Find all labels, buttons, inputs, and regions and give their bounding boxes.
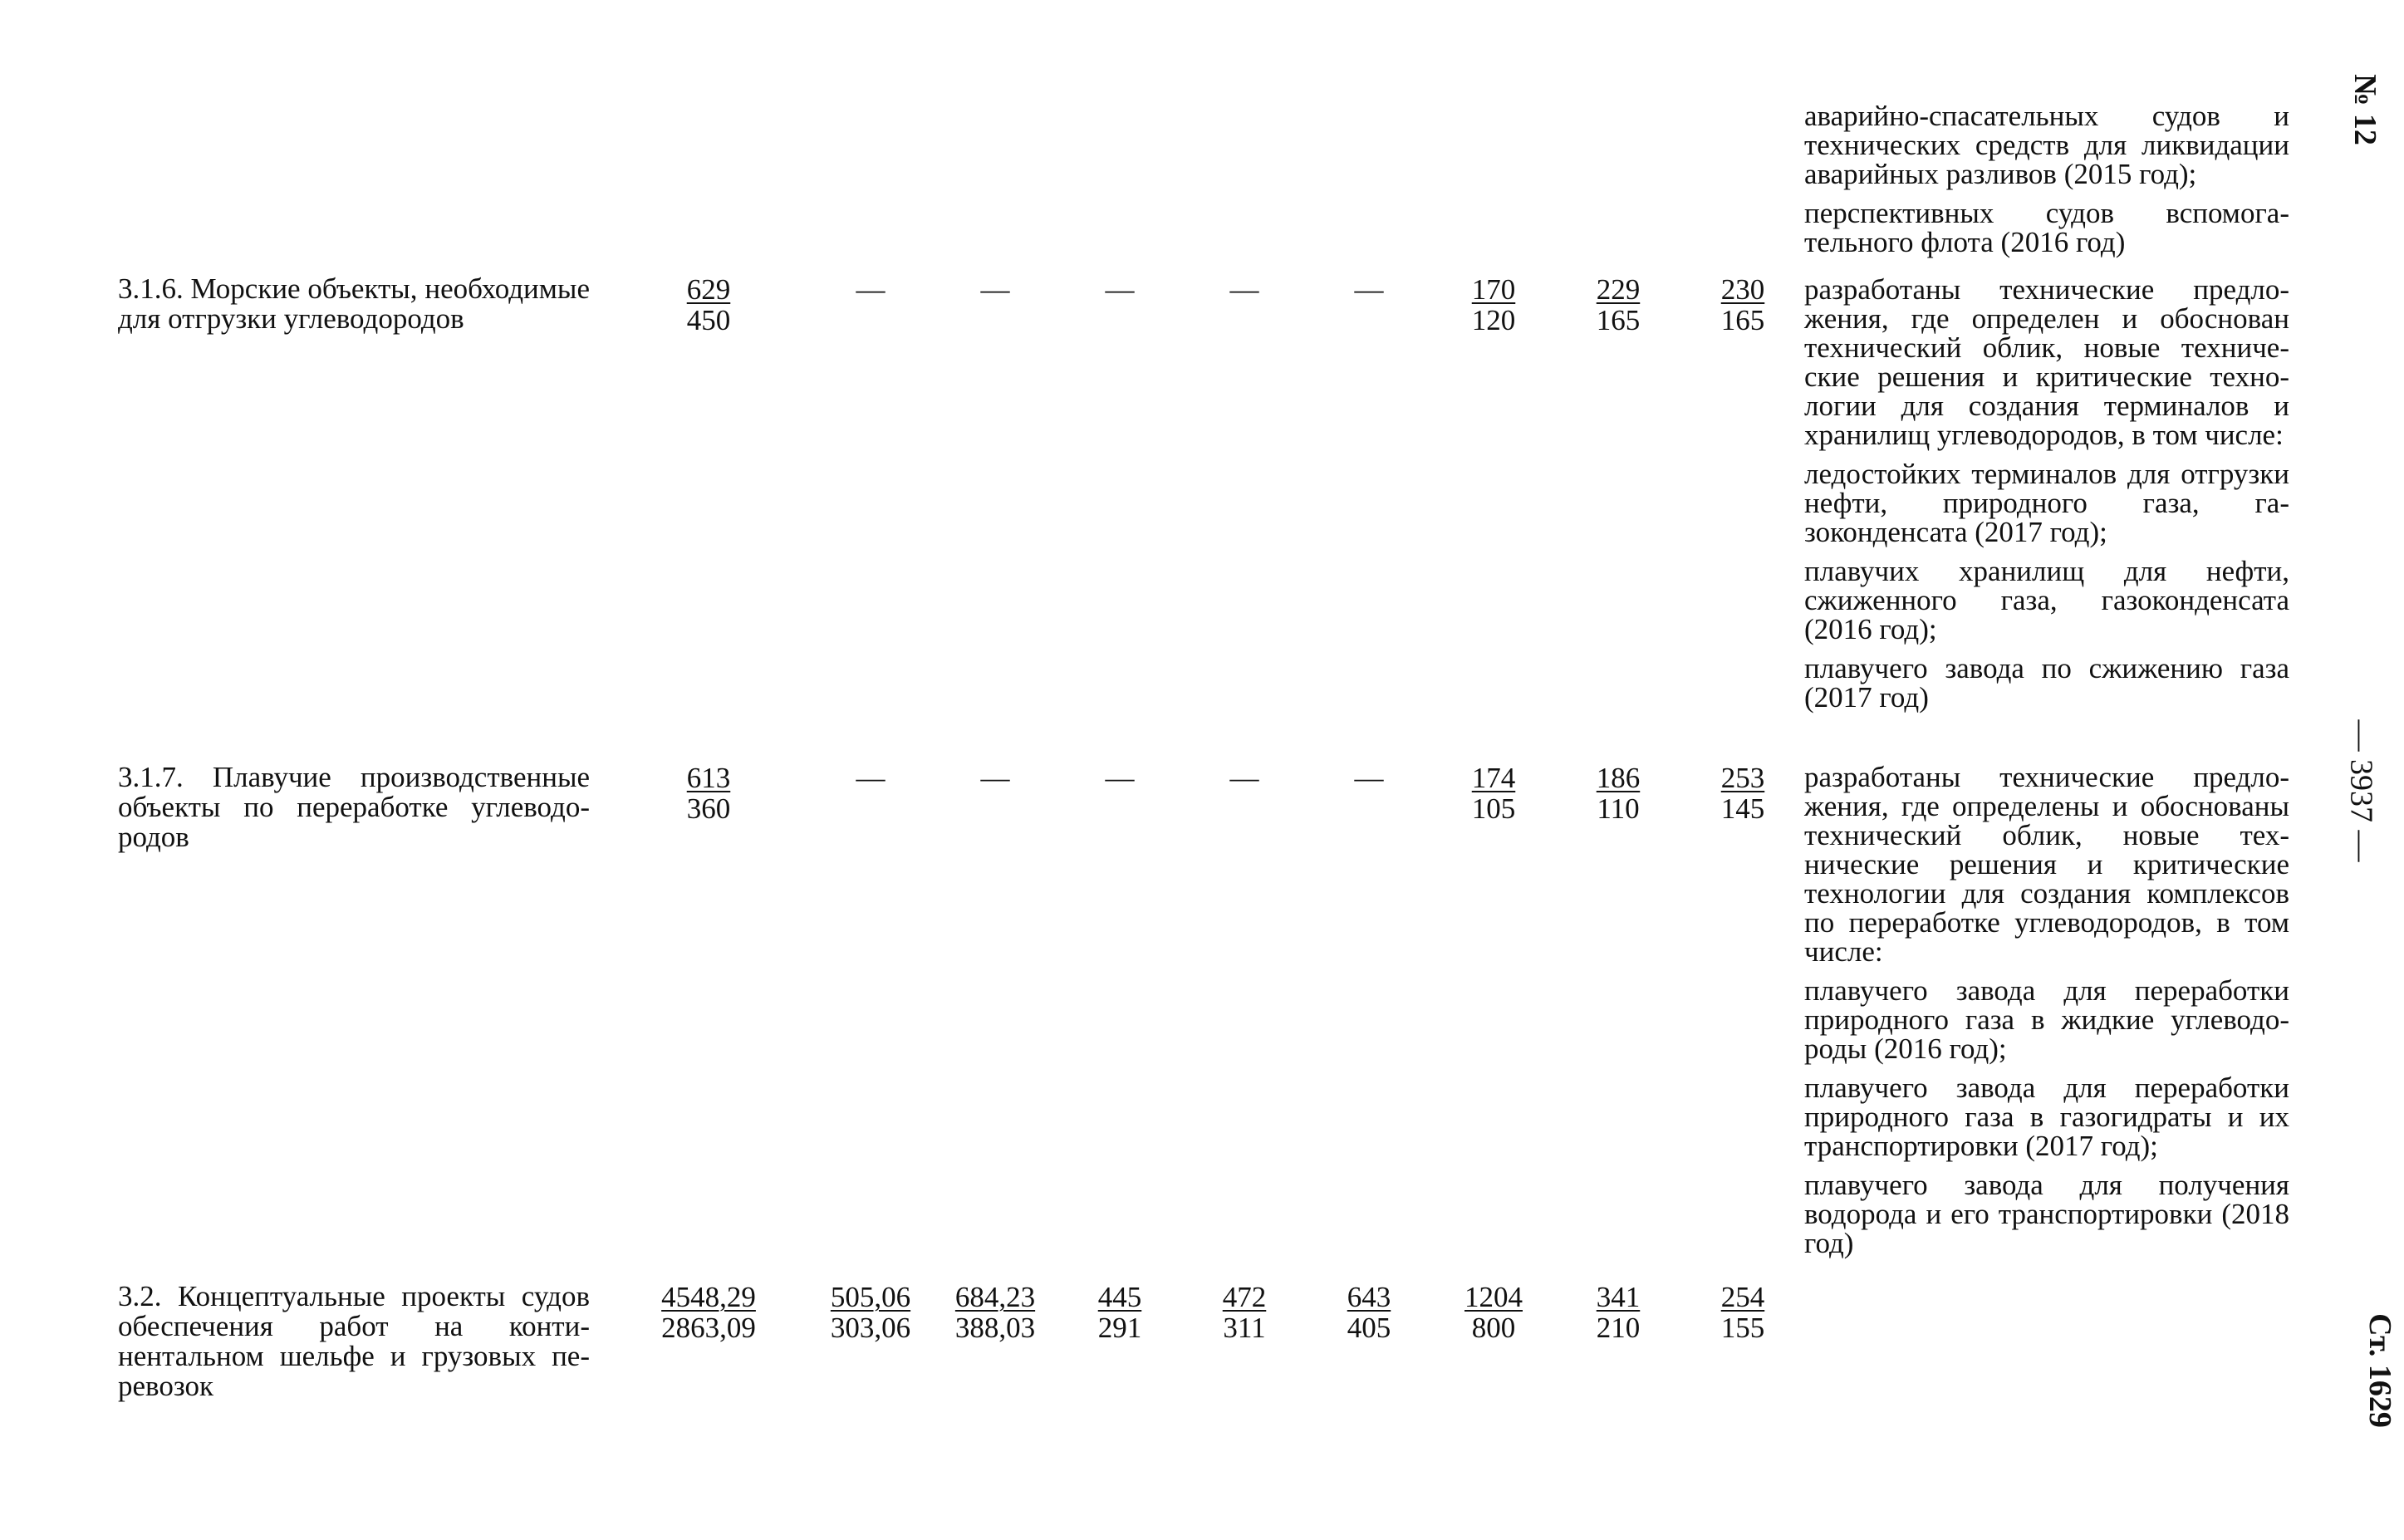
value-denominator: 291 xyxy=(1097,1312,1142,1344)
value-numerator: 253 xyxy=(1720,762,1765,794)
value-2016 xyxy=(1440,274,1548,336)
empty-dash: — xyxy=(856,762,886,794)
result-paragraph: плавучего завода для переработки природного газа в жидкие углеводороды (2016 год); xyxy=(1804,974,2289,1065)
issue-number: № 12 xyxy=(2348,74,2383,145)
value-numerator: 505,06 xyxy=(830,1281,911,1313)
value-numerator: 229 xyxy=(1596,273,1641,306)
value-numerator: 684,23 xyxy=(954,1281,1036,1313)
value-denominator: 210 xyxy=(1596,1312,1641,1344)
empty-dash: — xyxy=(856,273,886,306)
result-paragraph: разработаны технические предложения, где определены и обоснованы технический облик, новые технические решения и критические технологии для создания комплексов по переработке углеводородов, в том числе: xyxy=(1804,761,2289,968)
empty-dash: — xyxy=(1229,273,1259,306)
empty-dash: — xyxy=(1105,273,1135,306)
value-numerator: 629 xyxy=(686,273,731,306)
value-denominator: 311 xyxy=(1223,1312,1266,1344)
result-paragraph: плавучего завода для получения водорода и его транспортировки (2018 год) xyxy=(1804,1169,2289,1259)
value-numerator: 643 xyxy=(1347,1281,1391,1313)
value-numerator: 254 xyxy=(1720,1281,1765,1313)
empty-dash: — xyxy=(1354,273,1384,306)
empty-dash: — xyxy=(980,762,1010,794)
results-cell-3-1-6 xyxy=(1804,275,2289,722)
value-2017 xyxy=(1564,274,1672,336)
value-denominator: 450 xyxy=(686,304,731,336)
value-total xyxy=(655,1282,763,1343)
row-name-3-1-6: 3.1.6. Морские объекты, необходимые для отгрузки углеводородов xyxy=(118,272,590,335)
value-2013 xyxy=(941,1282,1049,1343)
value-2018 xyxy=(1689,1282,1797,1343)
value-numerator: 170 xyxy=(1471,273,1516,306)
value-2017 xyxy=(1564,1282,1672,1343)
value-numerator: 174 xyxy=(1471,762,1516,794)
value-2015 xyxy=(1190,1282,1298,1343)
results-cell-3-1-7 xyxy=(1804,763,2289,1268)
value-numerator: 445 xyxy=(1097,1281,1142,1313)
value-2014 xyxy=(1066,1282,1174,1343)
result-paragraph: перспективных судов вспомогательного флота (2016 год) xyxy=(1804,197,2289,258)
result-paragraph: ледостойких терминалов для отгрузки нефти, природного газа, газоконденсата (2017 год); xyxy=(1804,458,2289,548)
result-paragraph: аварийно-спасательных судов и технических средств для ликвидации аварийных разливов (2015 год); xyxy=(1804,100,2289,190)
value-denominator: 800 xyxy=(1471,1312,1516,1344)
value-denominator: 120 xyxy=(1471,304,1516,336)
value-numerator: 230 xyxy=(1720,273,1765,306)
value-denominator: 105 xyxy=(1471,792,1516,825)
value-numerator: 613 xyxy=(686,762,731,794)
value-denominator: 165 xyxy=(1596,304,1641,336)
empty-dash: — xyxy=(1105,762,1135,794)
value-2016 xyxy=(1440,763,1548,824)
value-2018 xyxy=(1689,763,1797,824)
row-name-3-2: 3.2. Концептуальные проекты судов обеспечения работ на континентальном шельфе и грузовых перевозок xyxy=(118,1280,590,1402)
value-denominator: 2863,09 xyxy=(661,1312,756,1344)
article-number: Ст. 1629 xyxy=(2362,1313,2398,1428)
value-numerator: 1204 xyxy=(1464,1281,1523,1313)
result-paragraph: плавучего завода для переработки природного газа в газогидраты и их транспортировки (2017 год); xyxy=(1804,1072,2289,1162)
value-denominator: 388,03 xyxy=(954,1312,1036,1344)
row-name-3-1-7: 3.1.7. Плавучие производственные объекты по переработке углеводородов xyxy=(118,761,590,853)
value-2012 xyxy=(817,1282,925,1343)
value-2016 xyxy=(1440,1282,1548,1343)
empty-dash: — xyxy=(1229,762,1259,794)
result-paragraph: разработаны технические предложения, где определен и обоснован технический облик, новые технические решения и критические технологии для создания терминалов и хранилищ углеводородов, в том числе: xyxy=(1804,273,2289,451)
result-paragraph: плавучих хранилищ для нефти, сжиженного газа, газоконденсата (2016 год); xyxy=(1804,555,2289,645)
value-denominator: 405 xyxy=(1347,1312,1391,1344)
value-total xyxy=(655,274,763,336)
value-denominator: 155 xyxy=(1720,1312,1765,1344)
value-denominator: 165 xyxy=(1720,304,1765,336)
empty-dash: — xyxy=(1354,762,1384,794)
value-total xyxy=(655,763,763,824)
value-2016a xyxy=(1315,1282,1423,1343)
page-number: — 3937 — xyxy=(2343,719,2379,862)
value-numerator: 4548,29 xyxy=(661,1281,756,1313)
value-numerator: 186 xyxy=(1596,762,1641,794)
value-denominator: 145 xyxy=(1720,792,1765,825)
value-2018 xyxy=(1689,274,1797,336)
value-denominator: 360 xyxy=(686,792,731,825)
value-numerator: 341 xyxy=(1596,1281,1641,1313)
empty-dash: — xyxy=(980,273,1010,306)
value-denominator: 110 xyxy=(1597,792,1640,825)
result-paragraph: плавучего завода по сжижению газа (2017 год) xyxy=(1804,652,2289,714)
value-denominator: 303,06 xyxy=(830,1312,911,1344)
value-numerator: 472 xyxy=(1222,1281,1267,1313)
value-2017 xyxy=(1564,763,1672,824)
results-cell-continued xyxy=(1804,101,2289,267)
